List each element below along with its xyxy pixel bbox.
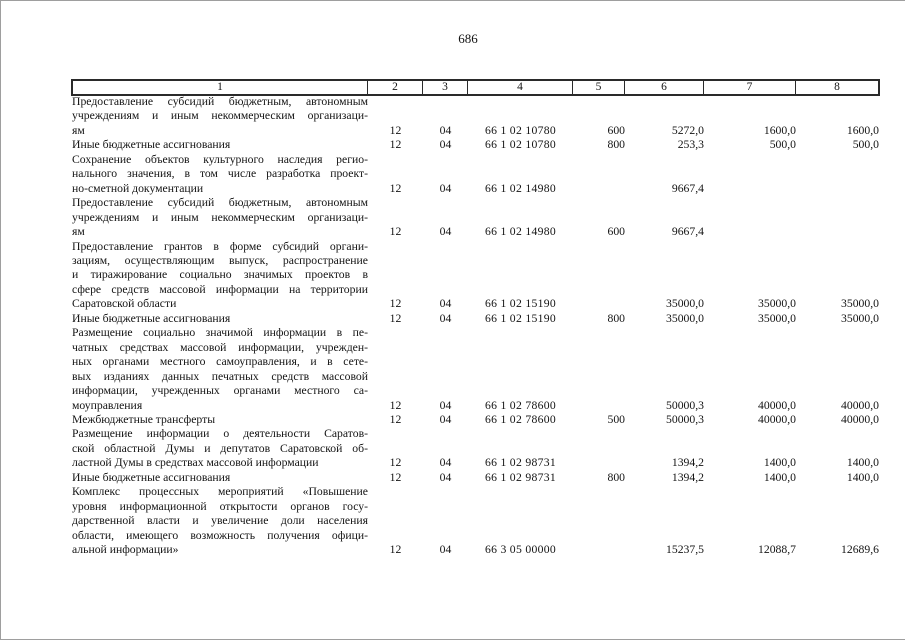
description-line: ластной Думы в средствах массовой информации [72,456,319,470]
column-header-5: 5 [572,80,625,95]
description-cell [72,95,368,138]
cell-col7: 1400,0 [763,456,796,470]
description-line: Размещение социально значимой информации в пе- [72,326,368,340]
table-row [72,138,879,152]
cell-col3: 04 [439,398,452,412]
cell-col3: 04 [439,311,452,325]
cell-col8: 35000,0 [841,297,879,311]
cell-col5: 500 [607,412,625,426]
cell-col8: 1400,0 [846,470,879,484]
cell-col2: 12 [389,138,402,152]
description-cell [72,312,368,326]
cell-col2: 12 [389,311,402,325]
description-line: ям [72,123,85,137]
table-row [72,413,879,427]
description-line: но-сметной документации [72,181,204,195]
cell-col4: 66 1 02 98731 [484,456,557,470]
description-line: учреждениям и иным некоммерческим организаци- [72,109,368,123]
description-cell [72,413,368,427]
cell-col6: 9667,4 [671,225,704,239]
cell-col8: 35000,0 [841,311,879,325]
description-line: чатных средствах массовой информации, учрежден- [72,340,368,354]
cell-col2: 12 [389,297,402,311]
cell-col7: 35000,0 [758,311,796,325]
description-line: зациям, осуществляющим выпуск, распространение [72,253,368,267]
cell-col2: 12 [389,456,402,470]
cell-col8: 40000,0 [841,398,879,412]
cell-col2: 12 [389,543,402,557]
cell-col2: 12 [389,412,402,426]
table-column-header-row [72,80,879,95]
description-cell [72,471,368,485]
description-cell [72,153,368,196]
table-row [72,240,879,312]
cell-col6: 1394,2 [671,470,704,484]
cell-col7 [704,196,796,239]
cell-col6: 253,3 [677,138,704,152]
cell-col3: 04 [439,225,452,239]
cell-col8: 1400,0 [846,456,879,470]
description-cell [72,240,368,312]
cell-col8: 500,0 [852,138,879,152]
cell-col4: 66 1 02 98731 [484,470,557,484]
column-header-6: 6 [624,80,704,95]
table-row [72,427,879,470]
description-line: Иные бюджетные ассигнования [72,470,231,484]
cell-col5 [573,153,625,196]
cell-col7: 1600,0 [763,123,796,137]
table-row [72,153,879,196]
cell-col6: 1394,2 [671,456,704,470]
cell-col4: 66 1 02 15190 [484,297,557,311]
cell-col3: 04 [439,138,452,152]
description-line: Предоставление субсидий бюджетным, автономным [72,95,368,108]
description-line: вых изданиях данных печатных средств массовой [72,369,368,383]
cell-col7: 1400,0 [763,470,796,484]
cell-col5: 800 [607,311,625,325]
cell-col3: 04 [439,543,452,557]
cell-col3: 04 [439,470,452,484]
description-line: информации, учрежденных органами местного са- [72,384,368,398]
cell-col4: 66 1 02 10780 [484,138,557,152]
cell-col2: 12 [389,225,402,239]
cell-col7: 35000,0 [758,297,796,311]
table-row [72,95,879,138]
description-line: уровня информационной открытости органов госу- [72,499,368,513]
description-line: нального значения, в том числе разработка проект- [72,167,368,181]
cell-col5: 600 [607,225,625,239]
cell-col3: 04 [439,412,452,426]
cell-col5 [573,485,625,557]
cell-col6: 35000,0 [666,311,704,325]
description-line: учреждениям и иным некоммерческим организаци- [72,210,368,224]
cell-col7 [704,153,796,196]
cell-col7: 12088,7 [758,543,796,557]
description-line: ской областной Думы и депутатов Саратовской об- [72,441,368,455]
table-row [72,196,879,239]
cell-col2: 12 [389,181,402,195]
cell-col5: 800 [607,470,625,484]
description-line: сфере средств массовой информации на территории [72,282,368,296]
cell-col5: 800 [607,138,625,152]
description-cell [72,138,368,152]
cell-col3: 04 [439,297,452,311]
cell-col4: 66 1 02 14980 [484,181,557,195]
budget-table [72,95,879,558]
cell-col5 [573,326,625,413]
cell-col8: 12689,6 [841,543,879,557]
cell-col6: 9667,4 [671,181,704,195]
cell-col4: 66 1 02 14980 [484,225,557,239]
column-header-2: 2 [367,80,423,95]
description-line: Предоставление субсидий бюджетным, автономным [72,196,368,210]
cell-col8 [796,153,879,196]
description-line: альной информации» [72,543,179,557]
cell-col7: 500,0 [769,138,796,152]
description-cell [72,427,368,470]
cell-col6: 5272,0 [671,123,704,137]
description-cell [72,485,368,557]
cell-col8: 40000,0 [841,412,879,426]
cell-col3: 04 [439,456,452,470]
table-row [72,485,879,557]
description-line: Иные бюджетные ассигнования [72,311,231,325]
column-header-4: 4 [467,80,573,95]
column-header-8: 8 [795,80,879,95]
description-line: Комплекс процессных мероприятий «Повышение [72,485,368,499]
description-line: ям [72,225,85,239]
description-line: области, имеющего возможность получения офици- [72,528,368,542]
cell-col5 [573,427,625,470]
table-row [72,471,879,485]
table-row [72,326,879,413]
cell-col4: 66 1 02 10780 [484,123,557,137]
cell-col8: 1600,0 [846,123,879,137]
cell-col5 [573,240,625,312]
description-line: моуправления [72,398,143,412]
description-line: и тиражирование социально значимых проектов в [72,268,368,282]
page-number: 686 [458,31,478,46]
description-line: Саратовской области [72,297,177,311]
cell-col4: 66 1 02 78600 [484,412,557,426]
table-row [72,312,879,326]
column-header-1: 1 [72,80,368,95]
cell-col6: 50000,3 [666,398,704,412]
cell-col3: 04 [439,181,452,195]
cell-col7: 40000,0 [758,398,796,412]
cell-col4: 66 3 05 00000 [484,543,557,557]
cell-col7: 40000,0 [758,412,796,426]
cell-col6: 35000,0 [666,297,704,311]
cell-col2: 12 [389,123,402,137]
description-line: Размещение информации о деятельности Саратов- [72,427,368,441]
description-line: Межбюджетные трансферты [72,412,216,426]
description-line: Сохранение объектов культурного наследия регио- [72,152,368,166]
description-line: ных органами местного самоуправления, и в сете- [72,355,368,369]
column-header-7: 7 [703,80,796,95]
column-header-3: 3 [422,80,468,95]
cell-col8 [796,196,879,239]
cell-col3: 04 [439,123,452,137]
cell-col6: 50000,3 [666,412,704,426]
cell-col4: 66 1 02 15190 [484,311,557,325]
cell-col2: 12 [389,398,402,412]
description-line: дарственной власти и увеличение доли населения [72,514,368,528]
table-body [72,95,879,558]
description-line: Предоставление грантов в форме субсидий органи- [72,239,368,253]
cell-col6: 15237,5 [666,543,704,557]
cell-col2: 12 [389,470,402,484]
description-cell [72,326,368,413]
cell-col4: 66 1 02 78600 [484,398,557,412]
cell-col5: 600 [607,123,625,137]
description-line: Иные бюджетные ассигнования [72,138,231,152]
description-cell [72,196,368,239]
